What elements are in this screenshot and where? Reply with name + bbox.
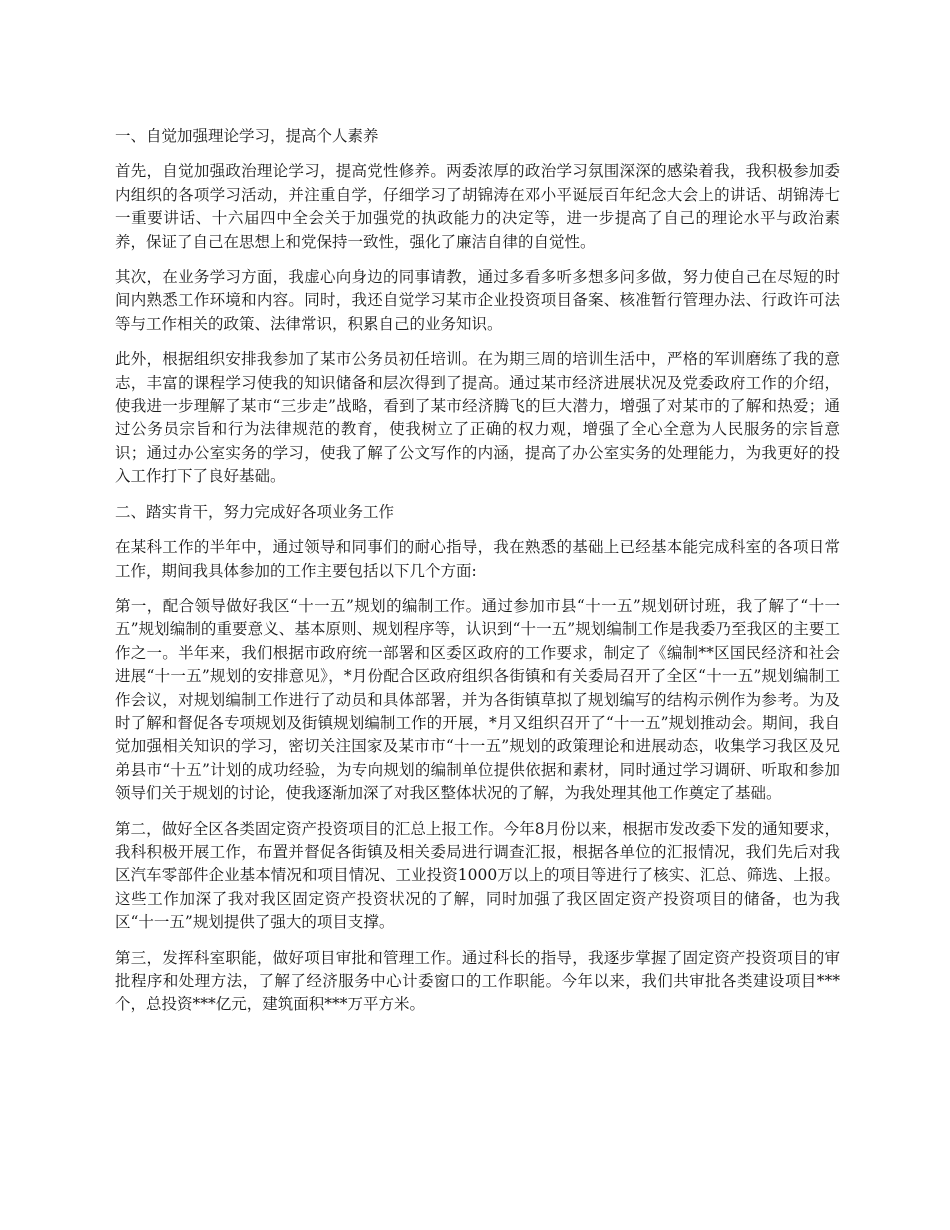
section-heading-1: 一、自觉加强理论学习，提高个人素养 xyxy=(115,127,379,145)
paragraph-plan-compilation: 第一，配合领导做好我区“十一五”规划的编制工作。通过参加市县“十一五”规划研讨班，我了解了“十一五”规划编制的重要意义、基本原则、规划程序等，认识到“十一五”规划编制工作是我委乃至我区的主要工作之一。半年来，我们根据市政府统一部署和区委区政府的工作要求，制定了《编制**区国民经济和社会进展“十一五”规划的安排意见》，*月份配合区政府组织各街镇和有关委局召开了全区“十一五”规划编制工作会议，对规划编制工作进行了动员和具体部署，并为各街镇草拟了规划编写的结构示例作为参考。为及时了解和督促各专项规划及街镇规划编制工作的开展，*月又组织召开了“十一五”规划推动会。期间，我自觉加强相关知识的学习，密切关注国家及某市市“十一五”规划的政策理论和进展动态，收集学习我区及兄弟县市“十五”计划的成功经验，为专向规划的编制单位提供依据和素材，同时通过学习调研、听取和参加领导们关于规划的讨论，使我逐渐加深了对我区整体状况的了解，为我处理其他工作奠定了基础。 xyxy=(115,596,840,803)
paragraph-training: 此外，根据组织安排我参加了某市公务员初任培训。在为期三周的培训生活中，严格的军训磨练了我的意志，丰富的课程学习使我的知识储备和层次得到了提高。通过某市经济进展状况及党委政府工作的介绍，使我进一步理解了某市“三步走”战略，看到了某市经济腾飞的巨大潜力，增强了对某市的了解和热爱；通过公务员宗旨和行为法律规范的教育，使我树立了正确的权力观，增强了全心全意为人民服务的宗旨意识；通过办公室实务的学习，使我了解了公文写作的内涵，提高了办公室实务的处理能力，为我更好的投入工作打下了良好基础。 xyxy=(115,350,840,486)
document-body xyxy=(115,125,840,1029)
paragraph-business-study: 其次，在业务学习方面，我虚心向身边的同事请教，通过多看多听多想多问多做，努力使自己在尽短的时间内熟悉工作环境和内容。同时，我还自觉学习某市企业投资项目备案、核准暂行管理办法、行政许可法等与工作相关的政策、法律常识，积累自己的业务知识。 xyxy=(115,268,840,333)
section-heading-2: 二、踏实肯干，努力完成好各项业务工作 xyxy=(115,502,395,521)
paragraph-theory-study: 首先，自觉加强政治理论学习，提高党性修养。两委浓厚的政治学习氛围深深的感染着我，我积极参加委内组织的各项学习活动，并注重自学，仔细学习了胡锦涛在邓小平诞辰百年纪念大会上的讲话、胡锦涛七一重要讲话、十六届四中全会关于加强党的执政能力的决定等，进一步提高了自己的理论水平与政治素养，保证了自己在思想上和党保持一致性，强化了廉洁自律的自觉性。 xyxy=(115,162,840,251)
paragraph-investment-reporting: 第二，做好全区各类固定资产投资项目的汇总上报工作。今年8月份以来，根据市发改委下发的通知要求，我科积极开展工作，布置并督促各街镇及相关委局进行调查汇报，根据各单位的汇报情况，我们先后对我区汽车零部件企业基本情况和项目情况、工业投资1000万以上的项目等进行了核实、汇总、筛选、上报。这些工作加深了我对我区固定资产投资状况的了解，同时加强了我区固定资产投资项目的储备，也为我区“十一五”规划提供了强大的项目支撑。 xyxy=(115,819,840,932)
paragraph-work-intro: 在某科工作的半年中，通过领导和同事们的耐心指导，我在熟悉的基础上已经基本能完成科室的各项日常工作，期间我具体参加的工作主要包括以下几个方面: xyxy=(115,538,840,580)
paragraph-project-approval: 第三，发挥科室职能，做好项目审批和管理工作。通过科长的指导，我逐步掌握了固定资产投资项目的审批程序和处理方法，了解了经济服务中心计委窗口的工作职能。今年以来，我们共审批各类建设项目***个，总投资***亿元，建筑面积***万平方米。 xyxy=(115,948,840,1014)
